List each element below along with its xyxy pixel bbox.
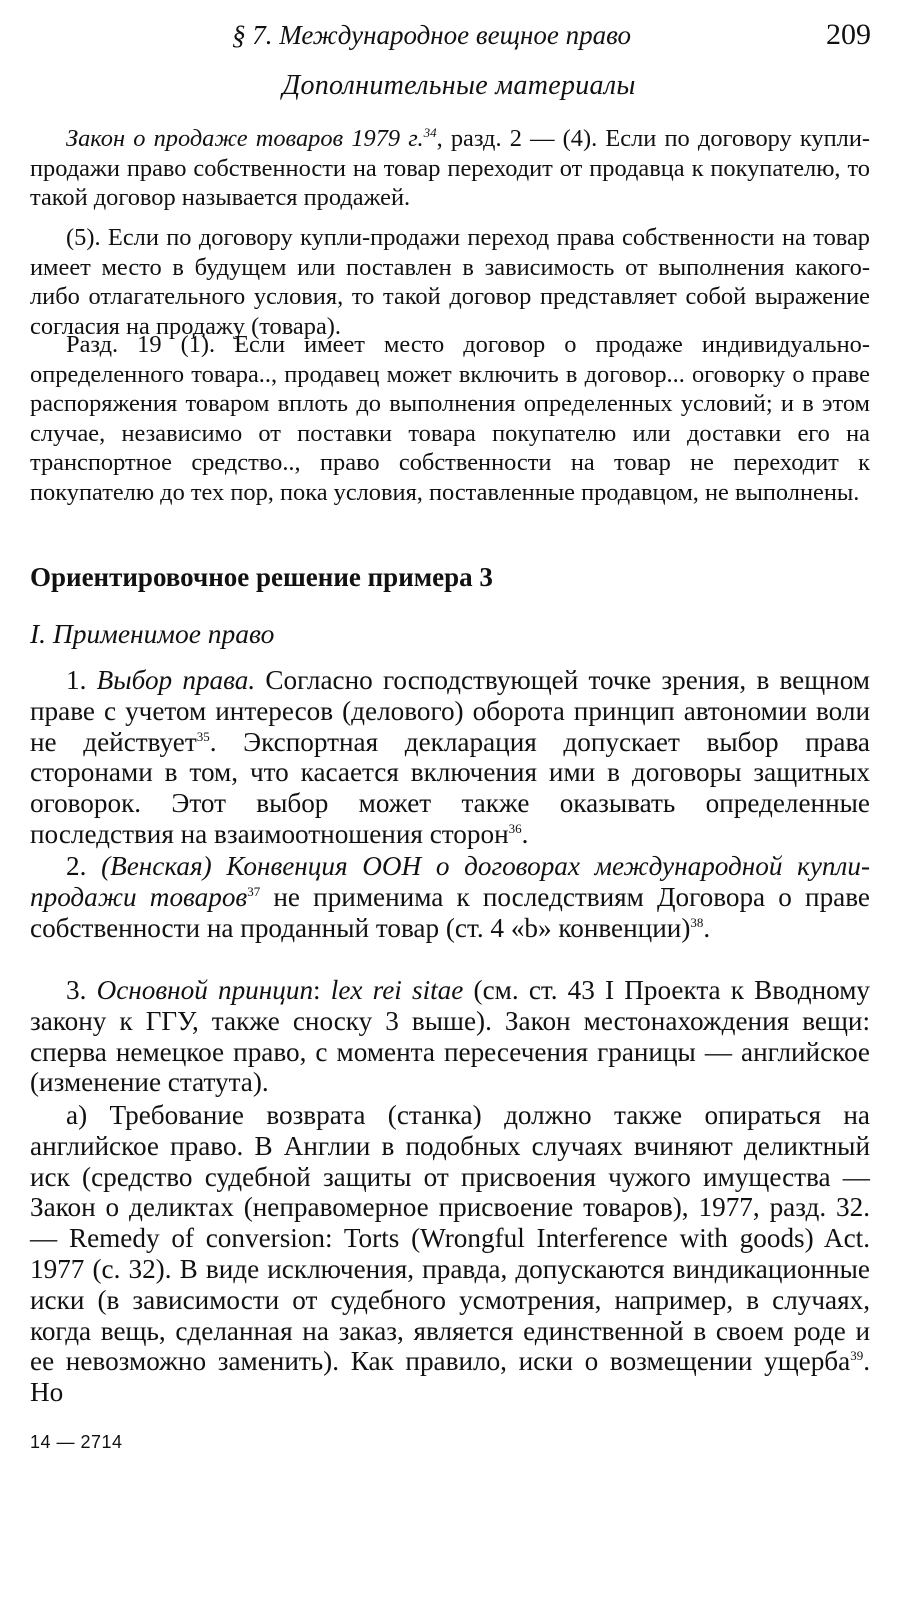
materials-paragraph-1 xyxy=(30,124,870,213)
body-paragraph-3-text: (см. ст. 43 I Проекта к Вводному закону к ГГУ, также сноску 3 выше). Закон местонахождения вещи: сперва немецкое право, с момента пересечения границы — английское (изменение статута). xyxy=(30,975,871,1098)
body-paragraph-2-tail: . xyxy=(703,912,711,943)
solution-heading: Ориентировочное решение примера 3 xyxy=(30,562,493,592)
item-number-2: 2. xyxy=(66,851,102,881)
materials-paragraph-3: Разд. 19 (1). Если имеет место договор о продаже индивидуально-определенного товара.., продавец может включить в договор... оговорку о праве распоряжения товаром вплоть до выполнения определенных условий; и в этом случае, независимо от поставки товара покупателю или доставки его на транспортное средство.., право собственности на товар не переходит к покупателю до тех пор, пока условия, поставленные продавцом, не выполнены. xyxy=(30,331,870,506)
body-paragraph-4-tail: . Но xyxy=(30,1346,870,1408)
body-paragraph-4 xyxy=(30,1100,870,1408)
page-number: 209 xyxy=(826,18,871,51)
body-paragraph-3 xyxy=(30,975,870,1098)
running-title: § 7. Международное вещное право xyxy=(232,20,631,50)
additional-materials-title: Дополнительные материалы xyxy=(282,70,636,101)
body-paragraph-1-text-a: Согласно господствующей точке зрения, в вещном праве с учетом интересов (делового) оборота принцип автономии воли не действует xyxy=(30,665,871,757)
choice-of-law-term: Выбор права. xyxy=(96,665,256,695)
body-paragraph-1-text-c: . xyxy=(521,818,529,849)
basic-principle-term: Основной принцип xyxy=(96,975,314,1005)
body-paragraph-2-text: не применима к последствиям Договора о праве собственности на проданный товар (ст. 4 «b» конвенции) xyxy=(30,881,870,943)
materials-paragraph-1-text: , разд. 2 — (4). Если по договору купли-продажи право собственности на товар переходит от продавца к покупателю, то такой договор называется продажей. xyxy=(30,125,870,212)
vienna-convention-title: (Венская) Конвенция ООН о договорах международной купли-продажи товаров xyxy=(30,851,871,912)
item-number-3: 3. xyxy=(66,975,97,1005)
lex-rei-sitae-term: lex rei sitae xyxy=(330,975,464,1005)
footnote-ref-39: 39 xyxy=(850,1348,864,1364)
body-paragraph-1 xyxy=(30,665,870,850)
footnote-ref-35: 35 xyxy=(196,728,210,744)
footnote-ref-38: 38 xyxy=(690,914,704,930)
materials-paragraph-2: (5). Если по договору купли-продажи переход права собственности на товар имеет место в будущем или поставлен в зависимость от выполнения какого-либо отлагательного условия, то такой договор представляет собой выражение согласия на продажу (товара). xyxy=(30,224,870,340)
body-paragraph-4-text: а) Требование возврата (станка) должно также опираться на английское право. В Англии в подобных случаях вчиняют деликтный иск (средство судебной защиты от присвоения чужого имущества — Закон о деликтах (неправомерное присвоение товаров), 1977, разд. 32. — Remedy of conversion: Torts (Wrongful Interference with goods) Act. 1977 (с. 32). В виде исключения, правда, допускаются виндикационные иски (в зависимости от судебного усмотрения, например, в случаях, когда вещь, сделанная на заказ, является единственной в своем роде и ее невозможно заменить). Как правило, иски о возмещении ущерба xyxy=(30,1100,870,1377)
colon: : xyxy=(313,975,331,1005)
footnote-ref-37: 37 xyxy=(247,883,261,899)
item-number-1: 1. xyxy=(66,665,97,695)
printer-signature: 14 — 2714 xyxy=(30,1432,123,1452)
body-paragraph-1-text-b: . Экспортная декларация допускает выбор права сторонами в том, что касается включения ими в договоры защитных оговорок. Этот выбор может также оказывать определенные последствия на взаимоотношения сторон xyxy=(30,726,871,849)
body-paragraph-2 xyxy=(30,851,870,943)
footnote-ref-36: 36 xyxy=(508,820,522,836)
law-title: Закон о продаже товаров 1979 г. xyxy=(66,125,424,152)
running-header xyxy=(0,14,918,54)
applicable-law-heading: I. Применимое право xyxy=(30,618,275,649)
footnote-ref-34: 34 xyxy=(423,124,437,140)
